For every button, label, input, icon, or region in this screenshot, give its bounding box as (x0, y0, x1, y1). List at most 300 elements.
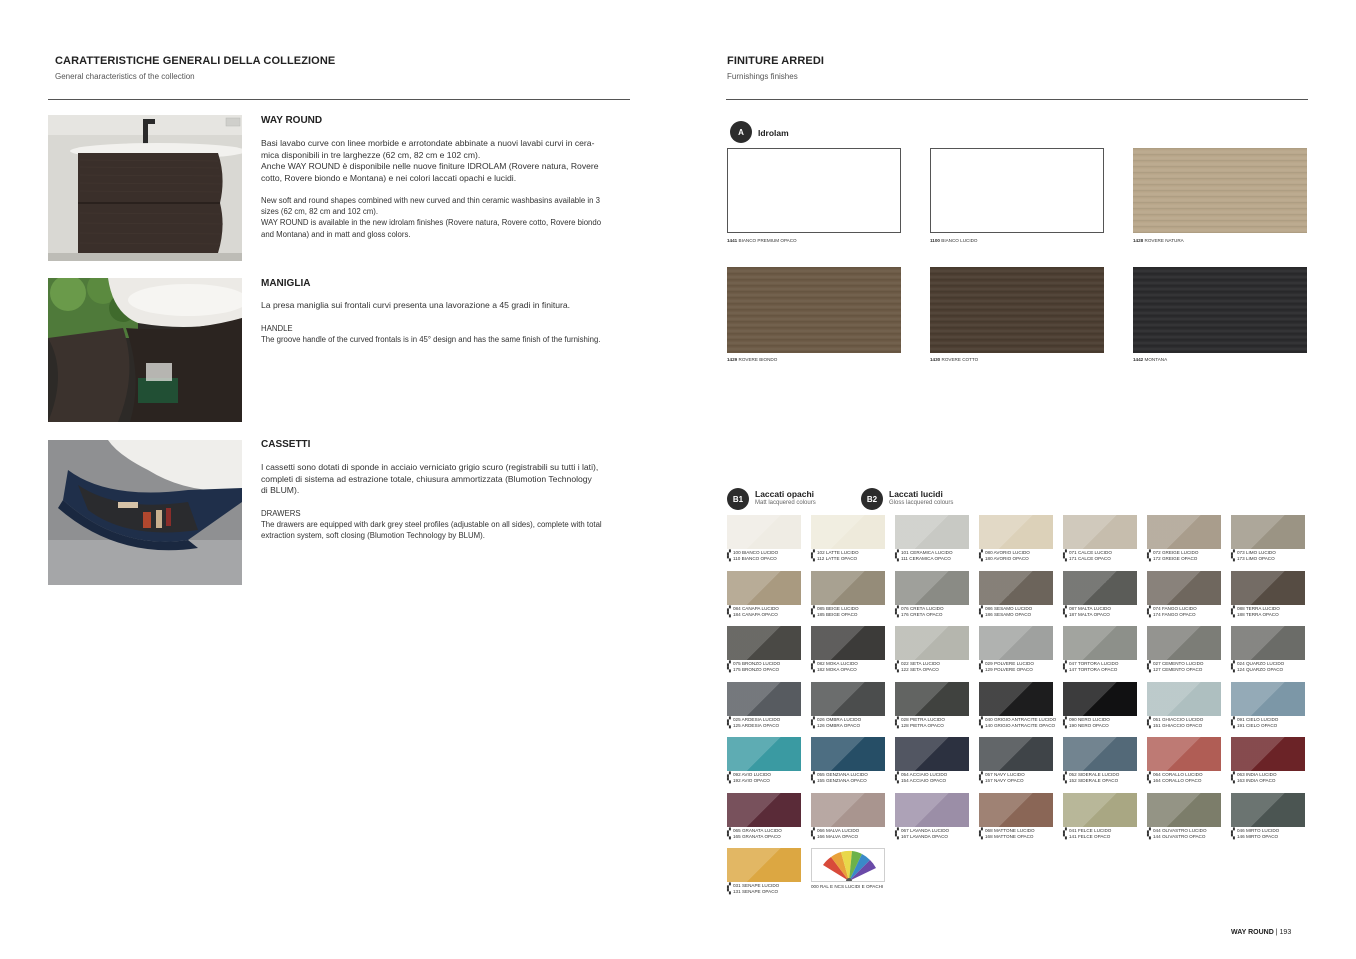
matt-icon: ▚ (1063, 611, 1067, 618)
lacquer-swatch-label (811, 661, 891, 673)
swatch-label-text: 047 TORTORA LUCIDO (1069, 661, 1119, 666)
lacquer-swatch-label (1231, 606, 1311, 618)
idrolam-finish-tile (930, 148, 1104, 233)
swatch-label-text: 072 GREIGE LUCIDO (1153, 550, 1199, 555)
finish-name: MONTANA (1144, 357, 1168, 362)
lacquer-swatch (979, 515, 1053, 549)
swatch-label-text: 191 CIELO OPACO (1237, 722, 1278, 728)
matt-icon: ▚ (1063, 833, 1067, 840)
gloss-icon: ▞ (1231, 550, 1235, 556)
swatch-label-line (895, 667, 975, 673)
idrolam-finish-label (727, 238, 797, 244)
gloss-icon: ▞ (727, 827, 731, 834)
swatch-label-line (979, 834, 1059, 840)
finish-code: 1100 (930, 238, 940, 243)
text-line: Basi lavabo curve con linee morbide e arrotondate abbinate a nuovi lavabi curvi in cera- (261, 138, 595, 148)
maniglia-photo (48, 278, 242, 422)
swatch-label-line (811, 834, 891, 840)
lacquer-swatch-label (727, 550, 807, 562)
swatch-label-text: 086 SESAMO LUCIDO (985, 605, 1033, 611)
swatch-label-text: 022 SETA LUCIDO (901, 661, 940, 666)
laccati-lucidi-subtitle: Gloss lacquered colours (889, 500, 954, 506)
gloss-icon: ▞ (1231, 716, 1235, 723)
swatch-label-line (895, 556, 975, 562)
gloss-icon: ▞ (1231, 772, 1235, 778)
matt-icon: ▚ (811, 833, 815, 840)
lacquer-swatch (979, 626, 1053, 660)
swatch-label-text: 125 ARDESIA OPACO (733, 722, 780, 728)
text-line: WAY ROUND is available in the new idrolam finishes (Rovere natura, Rovere cotto, Rovere biondo (261, 218, 602, 228)
gloss-icon: ▞ (727, 550, 731, 556)
finish-name: BIANCO LUCIDO (941, 238, 978, 243)
lacquer-swatch (895, 737, 969, 771)
swatch-label-line (979, 778, 1059, 784)
swatch-label-text: 088 TERRA LUCIDO (1237, 605, 1280, 611)
lacquer-swatch-label (1231, 772, 1311, 784)
swatch-label-line (895, 778, 975, 784)
gloss-icon: ▞ (727, 883, 731, 889)
lacquer-swatch (811, 571, 885, 605)
laccati-opachi-subtitle: Matt lacquered colours (755, 500, 816, 506)
swatch-label-text: 040 GRIGIO ANTRACITE LUCIDO (985, 716, 1057, 722)
lacquer-swatch-label (1063, 606, 1143, 618)
swatch-label-text: 154 ACCIAIO OPACO (901, 778, 947, 783)
finish-code: 1442 (1133, 357, 1144, 362)
idrolam-finish-tile (930, 267, 1104, 353)
swatch-label-text: 051 GHIACCIO LUCIDO (1153, 716, 1204, 722)
swatch-label-line (895, 612, 975, 618)
gloss-icon: ▞ (895, 772, 899, 778)
lacquer-swatch-label (1063, 550, 1143, 562)
lacquer-swatch-label (811, 606, 891, 618)
swatch-label-text: 157 NAVY OPACO (985, 778, 1024, 783)
gloss-icon: ▞ (811, 661, 815, 667)
swatch-label-line (1231, 667, 1311, 673)
swatch-label-text: 026 OMBRA LUCIDO (817, 716, 862, 722)
gloss-icon: ▞ (979, 827, 983, 834)
cassetti-photo (48, 440, 242, 585)
swatch-label-text: 092 AVIO LUCIDO (733, 772, 771, 777)
swatch-label-line (1231, 556, 1311, 562)
gloss-icon: ▞ (1147, 716, 1151, 723)
swatch-label-line (1063, 778, 1143, 784)
gloss-icon: ▞ (727, 716, 731, 723)
laccati-opachi-title: Laccati opachi (755, 489, 815, 499)
text-line: di BLUM). (261, 485, 300, 496)
matt-icon: ▚ (979, 722, 983, 729)
swatch-label-text: 172 GREIGE OPACO (1153, 556, 1198, 561)
gloss-icon: ▞ (895, 605, 899, 612)
text-line: cotto, Rovere biondo e Montana) e nei colori laccati opachi e lucidi. (261, 172, 517, 183)
gloss-icon: ▞ (811, 550, 815, 556)
lacquer-swatch-label (727, 717, 807, 729)
matt-icon: ▚ (811, 556, 815, 562)
gloss-icon: ▞ (1063, 605, 1067, 612)
swatch-label-text: 065 GRANATA LUCIDO (733, 827, 782, 833)
gloss-icon: ▞ (1147, 827, 1151, 834)
color-fan-icon (812, 849, 885, 882)
matt-icon: ▚ (895, 722, 899, 729)
lacquer-swatch (1147, 793, 1221, 827)
matt-icon: ▚ (979, 833, 983, 840)
gloss-icon: ▞ (1063, 772, 1067, 778)
lacquer-swatch (811, 793, 885, 827)
text-line: DRAWERS (261, 509, 301, 518)
swatch-label-text: 067 LAVANDA LUCIDO (901, 827, 950, 833)
swatch-label-text: 122 SETA OPACO (901, 667, 939, 672)
section-title-way-round: WAY ROUND (261, 115, 323, 126)
swatch-label-text: 073 LIMO LUCIDO (1237, 550, 1276, 555)
text-line: La presa maniglia sui frontali curvi presenta una lavorazione a 45 gradi in finitura. (261, 300, 571, 310)
matt-icon: ▚ (811, 611, 815, 618)
swatch-label-text: 064 CORALLO LUCIDO (1153, 772, 1203, 777)
finish-name: ROVERE BIONDO (738, 357, 778, 362)
gloss-icon: ▞ (811, 772, 815, 778)
lacquer-swatch-label (895, 661, 975, 673)
swatch-label-text: 075 BRONZO LUCIDO (733, 661, 781, 666)
gloss-icon: ▞ (1147, 550, 1151, 556)
swatch-label-text: 174 FANGO OPACO (1153, 611, 1196, 617)
swatch-label-text: 152 SIDERALE OPACO (1069, 778, 1119, 783)
lacquer-swatch (1231, 682, 1305, 716)
gloss-icon: ▞ (1147, 661, 1151, 667)
matt-icon: ▚ (727, 667, 731, 673)
swatch-label-text: 127 CEMENTO OPACO (1153, 667, 1203, 672)
swatch-label-line (1231, 834, 1311, 840)
swatch-label-text: 025 ARDESIA LUCIDO (733, 716, 781, 722)
gloss-icon: ▞ (979, 605, 983, 612)
lacquer-swatch (727, 515, 801, 549)
lacquer-swatch (1147, 737, 1221, 771)
gloss-icon: ▞ (979, 772, 983, 778)
matt-icon: ▚ (1147, 556, 1151, 562)
lacquer-swatch (1231, 515, 1305, 549)
swatch-label-line (727, 612, 807, 618)
lacquer-swatch (895, 571, 969, 605)
swatch-label-text: 041 FELCE LUCIDO (1069, 827, 1112, 833)
swatch-label-line (811, 556, 891, 562)
lacquer-swatch-label (811, 828, 891, 840)
gloss-icon: ▞ (727, 772, 731, 778)
footer-brand: WAY ROUND (1231, 929, 1274, 936)
swatch-label-line (979, 667, 1059, 673)
swatch-label-text: 124 QUARZO OPACO (1237, 667, 1284, 672)
right-header-rule (726, 99, 1308, 100)
lacquer-swatch-label (895, 550, 975, 562)
swatch-label-text: 044 OLIVASTRO LUCIDO (1153, 827, 1207, 833)
swatch-label-text: 080 AVORIO LUCIDO (985, 550, 1030, 555)
gloss-icon: ▞ (811, 827, 815, 834)
lacquer-swatch (1063, 571, 1137, 605)
matt-icon: ▚ (1147, 667, 1151, 673)
footer-page-number: 193 (1279, 929, 1292, 936)
swatch-label-text: 084 CANAPA LUCIDO (733, 605, 779, 611)
swatch-label-text: 029 POLVERE LUCIDO (985, 661, 1034, 666)
swatch-label-line (1063, 723, 1143, 729)
lacquer-swatch (1063, 515, 1137, 549)
swatch-label-text: 024 QUARZO LUCIDO (1237, 661, 1285, 666)
matt-icon: ▚ (1147, 611, 1151, 618)
lacquer-swatch (727, 793, 801, 827)
swatch-label-text: 166 MALVA OPACO (817, 833, 859, 839)
idrolam-finish-tile (1133, 267, 1307, 353)
swatch-label-text: 171 CALCE OPACO (1069, 556, 1111, 561)
matt-icon: ▚ (1147, 833, 1151, 840)
swatch-label-line (979, 556, 1059, 562)
matt-icon: ▚ (1231, 722, 1235, 729)
matt-icon: ▚ (1147, 722, 1151, 729)
matt-icon: ▚ (727, 889, 731, 895)
lacquer-swatch-label (895, 606, 975, 618)
matt-icon: ▚ (1231, 667, 1235, 673)
lacquer-swatch (811, 682, 885, 716)
matt-icon: ▚ (727, 778, 731, 784)
matt-icon: ▚ (895, 556, 899, 562)
lacquer-swatch (1063, 682, 1137, 716)
swatch-label-line (1231, 612, 1311, 618)
swatch-label-line (727, 723, 807, 729)
lacquer-swatch (895, 515, 969, 549)
swatch-label-line (895, 834, 975, 840)
text-line: and Montana) and in matt and gloss colors. (261, 229, 411, 239)
swatch-label-text: 112 LATTE OPACO (817, 556, 858, 561)
matt-icon: ▚ (727, 611, 731, 618)
swatch-label-text: 155 GENZIANA OPACO (817, 778, 867, 783)
matt-icon: ▚ (895, 611, 899, 618)
lacquer-swatch-label (979, 717, 1059, 729)
section-title-cassetti: CASSETTI (261, 439, 311, 450)
badge-b2: B2 (861, 488, 883, 510)
lacquer-swatch (895, 626, 969, 660)
gloss-icon: ▞ (895, 827, 899, 834)
swatch-label-line (1063, 667, 1143, 673)
swatch-label-text: 068 MATTONE LUCIDO (985, 827, 1035, 833)
lacquer-swatch-label (1147, 661, 1227, 673)
matt-icon: ▚ (1063, 556, 1067, 562)
lacquer-swatch (1231, 793, 1305, 827)
swatch-label-text: 144 OLIVASTRO OPACO (1153, 833, 1206, 839)
swatch-label-line (1147, 778, 1227, 784)
lacquer-swatch (895, 793, 969, 827)
swatch-label-text: 082 MOKA LUCIDO (817, 661, 858, 666)
swatch-label-text: 100 BIANCO LUCIDO (733, 550, 779, 555)
gloss-icon: ▞ (727, 661, 731, 667)
swatch-label-text: 186 SESAMO OPACO (985, 611, 1032, 617)
swatch-label-text: 184 CANAPA OPACO (733, 611, 778, 617)
gloss-icon: ▞ (1063, 716, 1067, 723)
finish-code: 1428 (1133, 238, 1144, 243)
gloss-icon: ▞ (895, 716, 899, 723)
cassetti-text-en (261, 508, 636, 542)
left-header-title: CARATTERISTICHE GENERALI DELLA COLLEZIONE (55, 55, 336, 67)
gloss-icon: ▞ (1231, 661, 1235, 667)
swatch-label-line (1063, 612, 1143, 618)
section-title-maniglia: MANIGLIA (261, 278, 311, 289)
lacquer-swatch-label (979, 550, 1059, 562)
swatch-label-line (895, 723, 975, 729)
idrolam-finish-label (727, 357, 777, 363)
lacquer-swatch (1147, 626, 1221, 660)
swatch-label-line (727, 667, 807, 673)
swatch-label-line (1147, 723, 1227, 729)
idrolam-finish-label (930, 238, 978, 244)
matt-icon: ▚ (727, 556, 731, 562)
ral-ncs-label: 000 RAL E NCS LUCIDI E OPACHI (811, 884, 884, 889)
text-line: mica disponibili in tre larghezze (62 cm, 82 cm e 102 cm). (261, 149, 481, 160)
finish-code: 1429 (727, 357, 738, 362)
swatch-label-line (1147, 612, 1227, 618)
swatch-label-text: 151 GHIACCIO OPACO (1153, 722, 1203, 728)
idrolam-finish-tile (727, 267, 901, 353)
idrolam-finish-label (1133, 357, 1167, 363)
matt-icon: ▚ (979, 556, 983, 562)
swatch-label-text: 110 BIANCO OPACO (733, 556, 777, 561)
idrolam-finish-tile (1133, 148, 1307, 233)
finish-code: 1441 (727, 238, 738, 243)
lacquer-swatch (1147, 571, 1221, 605)
swatch-label-text: 141 FELCE OPACO (1069, 833, 1111, 839)
swatch-label-text: 090 NERO LUCIDO (1069, 716, 1110, 722)
gloss-icon: ▞ (979, 550, 983, 556)
lacquer-swatch-label (727, 828, 807, 840)
swatch-label-line (1147, 556, 1227, 562)
maniglia-text-en (261, 323, 631, 345)
gloss-icon: ▞ (895, 661, 899, 667)
text-line: New soft and round shapes combined with new curved and thin ceramic washbasins available in 3 (261, 196, 600, 205)
gloss-icon: ▞ (1063, 661, 1067, 667)
gloss-icon: ▞ (979, 661, 983, 667)
lacquer-swatch-label (1231, 550, 1311, 562)
gloss-icon: ▞ (1231, 605, 1235, 612)
swatch-label-line (727, 889, 807, 895)
swatch-label-text: 076 CRETA LUCIDO (901, 605, 944, 611)
swatch-label-text: 146 MIRTO OPACO (1237, 833, 1279, 839)
swatch-label-text: 128 PIETRA OPACO (901, 722, 944, 728)
lacquer-swatch-label (811, 550, 891, 562)
text-line: The drawers are equipped with dark grey steel profiles (adjustable on all sides), complete with total (261, 520, 602, 530)
lacquer-swatch (811, 626, 885, 660)
matt-icon: ▚ (1063, 667, 1067, 673)
text-line: I cassetti sono dotati di sponde in acciaio verniciato grigio scuro (registrabili su tutti i lati), (261, 462, 599, 472)
lacquer-swatch-label (1063, 717, 1143, 729)
lacquer-swatch (727, 737, 801, 771)
lacquer-swatch (811, 737, 885, 771)
lacquer-swatch-label (979, 661, 1059, 673)
swatch-label-text: 140 GRIGIO ANTRACITE OPACO (985, 722, 1056, 728)
text-line: The groove handle of the curved frontals is in 45° design and has the same finish of the furnishing. (261, 335, 601, 345)
swatch-label-text: 168 MATTONE OPACO (985, 833, 1034, 839)
swatch-label-line (811, 612, 891, 618)
lacquer-swatch (1063, 793, 1137, 827)
gloss-icon: ▞ (811, 605, 815, 612)
matt-icon: ▚ (895, 667, 899, 673)
lacquer-swatch-label (979, 772, 1059, 784)
matt-icon: ▚ (1231, 833, 1235, 840)
swatch-label-text: 147 TORTORA OPACO (1069, 667, 1118, 672)
matt-icon: ▚ (727, 833, 731, 840)
lacquer-swatch-label (1147, 550, 1227, 562)
swatch-label-line (979, 723, 1059, 729)
swatch-label-line (811, 778, 891, 784)
lacquer-swatch-label (727, 661, 807, 673)
lacquer-swatch (727, 626, 801, 660)
swatch-label-text: 164 CORALLO OPACO (1153, 778, 1202, 783)
matt-icon: ▚ (1063, 778, 1067, 784)
lacquer-swatch-label (1147, 772, 1227, 784)
swatch-label-text: 063 INDIA LUCIDO (1237, 772, 1277, 777)
left-header-subtitle: General characteristics of the collection (55, 72, 195, 81)
matt-icon: ▚ (811, 722, 815, 729)
swatch-label-line (1231, 778, 1311, 784)
swatch-label-text: 188 TERRA OPACO (1237, 611, 1279, 617)
gloss-icon: ▞ (1063, 550, 1067, 556)
lacquer-swatch-label (895, 772, 975, 784)
lacquer-swatch (1231, 571, 1305, 605)
lacquer-swatch-label (895, 828, 975, 840)
left-header-rule (48, 99, 630, 100)
text-line: Anche WAY ROUND è disponibile nelle nuove finiture IDROLAM (Rovere natura, Rovere (261, 161, 599, 172)
lacquer-swatch-label (1147, 828, 1227, 840)
lacquer-swatch-label (979, 606, 1059, 618)
swatch-label-line (1063, 834, 1143, 840)
lacquer-swatch-label (727, 606, 807, 618)
swatch-label-text: 101 CERAMICA LUCIDO (901, 550, 953, 555)
idrolam-finish-label (1133, 238, 1184, 244)
lacquer-swatch (727, 571, 801, 605)
maniglia-text-it (261, 300, 631, 312)
right-header-subtitle: Furnishings finishes (727, 72, 798, 81)
swatch-label-text: 111 CERAMICA OPACO (901, 556, 951, 561)
way-round-text-it (261, 138, 631, 184)
laccati-lucidi-title: Laccati lucidi (889, 489, 943, 499)
swatch-label-line (1231, 723, 1311, 729)
swatch-label-text: 054 ACCIAIO LUCIDO (901, 772, 948, 777)
idrolam-finish-label (930, 357, 978, 363)
swatch-label-text: 163 INDIA OPACO (1237, 778, 1276, 783)
swatch-label-text: 173 LIMO OPACO (1237, 556, 1275, 561)
lacquer-swatch-label (811, 772, 891, 784)
swatch-label-text: 028 PIETRA LUCIDO (901, 716, 945, 722)
swatch-label-line (727, 834, 807, 840)
idrolam-finish-tile (727, 148, 901, 233)
swatch-label-text: 031 SENAPE LUCIDO (733, 883, 780, 888)
text-line: HANDLE (261, 324, 293, 333)
right-header-title: FINITURE ARREDI (727, 55, 825, 67)
lacquer-swatch (1231, 737, 1305, 771)
finish-name: BIANCO PREMIUM OPACO (738, 238, 797, 243)
swatch-label-text: 046 MIRTO LUCIDO (1237, 827, 1280, 833)
matt-icon: ▚ (811, 667, 815, 673)
swatch-label-line (811, 723, 891, 729)
lacquer-swatch-label (1063, 828, 1143, 840)
lacquer-swatch (1147, 515, 1221, 549)
lacquer-swatch (1231, 626, 1305, 660)
page-footer (1231, 929, 1291, 936)
lacquer-swatch-label (1231, 828, 1311, 840)
swatch-label-text: 175 BRONZO OPACO (733, 667, 780, 672)
swatch-label-text: 102 LATTE LUCIDO (817, 550, 859, 555)
swatch-label-line (811, 667, 891, 673)
lacquer-swatch (811, 515, 885, 549)
footer-separator: | (1275, 929, 1278, 936)
lacquer-swatch-label (895, 717, 975, 729)
lacquer-swatch (1063, 626, 1137, 660)
matt-icon: ▚ (895, 833, 899, 840)
matt-icon: ▚ (1231, 611, 1235, 618)
swatch-label-text: 066 MALVA LUCIDO (817, 827, 860, 833)
swatch-label-text: 131 SENAPE OPACO (733, 889, 779, 894)
swatch-label-line (1147, 834, 1227, 840)
